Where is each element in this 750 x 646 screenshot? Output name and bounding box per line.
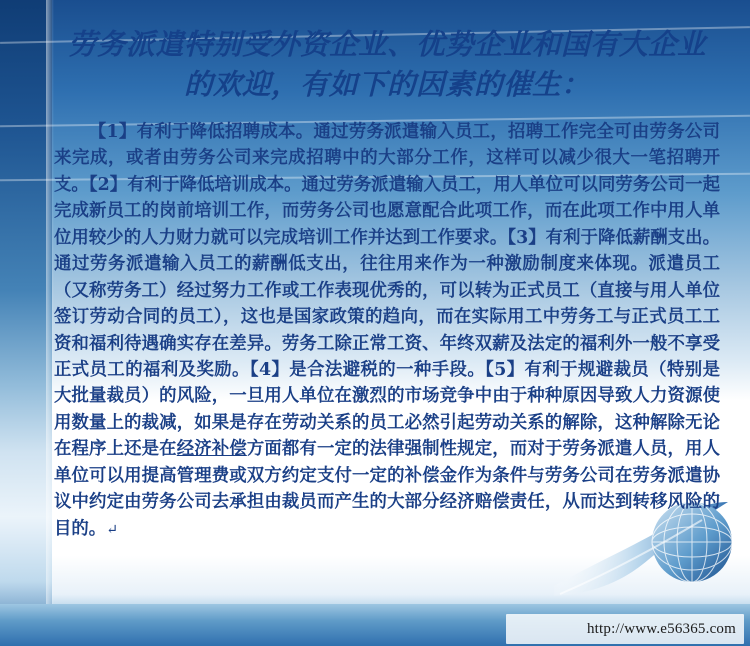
body-paragraph-text: 【1】有利于降低招聘成本。通过劳务派遣输入员工，招聘工作完全可由劳务公司来完成，或者由劳务公司来完成招聘中的大部分工作，这样可以减少很大一笔招聘开支。【2】有利于降低培训成本。通过劳务派遣输入员工，用人单位可以同劳务公司一起完成新员工的岗前培训工作，而劳务公司也愿意配合此项工作，而在此项工作中用人单位用较少的人力财力就可以完成培训工作并达到工作要求。【3】有利于降低薪酬支出。通过劳务派遣输入员工的薪酬低支出，往往用来作为一种激励制度来体现。派遣员工（又称劳务工）经过努力工作或工作表现优秀的，可以转为正式员工（直接与用人单位签订劳动合同的员工），这也是国家政策的趋向，而在实际用工中劳务工与正式员工工资和福利待遇确实存在差异。劳务工除正常工资、年终双薪及法定的福利外一般不享受正式员工的福利及奖励。【4】是合法避税的一种手段。【5】有利于规避裁员（特别是大批量裁员）的风险，一旦用人单位在激烈的市场竞争中由于种种原因导致人力资源使用数量上的裁减，如果是存在劳动关系的员工必然引起劳动关系的解除，这种解除无论在程序上还是在经济补偿方面都有一定的法律强制性规定，而对于劳务派遣人员，用人单位可以用提高管理费或双方约定支付一定的补偿金作为条件与劳务公司在劳务派遣协议中约定由劳务公司去承担由裁员而产生的大部分经济赔偿责任，从而达到转移风险的目的。 [54, 121, 720, 539]
paragraph-mark: ↵ [106, 521, 118, 538]
underlined-phrase: 经济补偿 [176, 439, 247, 460]
slide-title: 劳务派遣特别受外资企业、优势企业和国有大企业的欢迎，有如下的因素的催生： [67, 27, 706, 102]
slide-body-paragraph [0, 105, 750, 542]
footer-watermark-url: http://www.e56365.com [586, 621, 736, 637]
